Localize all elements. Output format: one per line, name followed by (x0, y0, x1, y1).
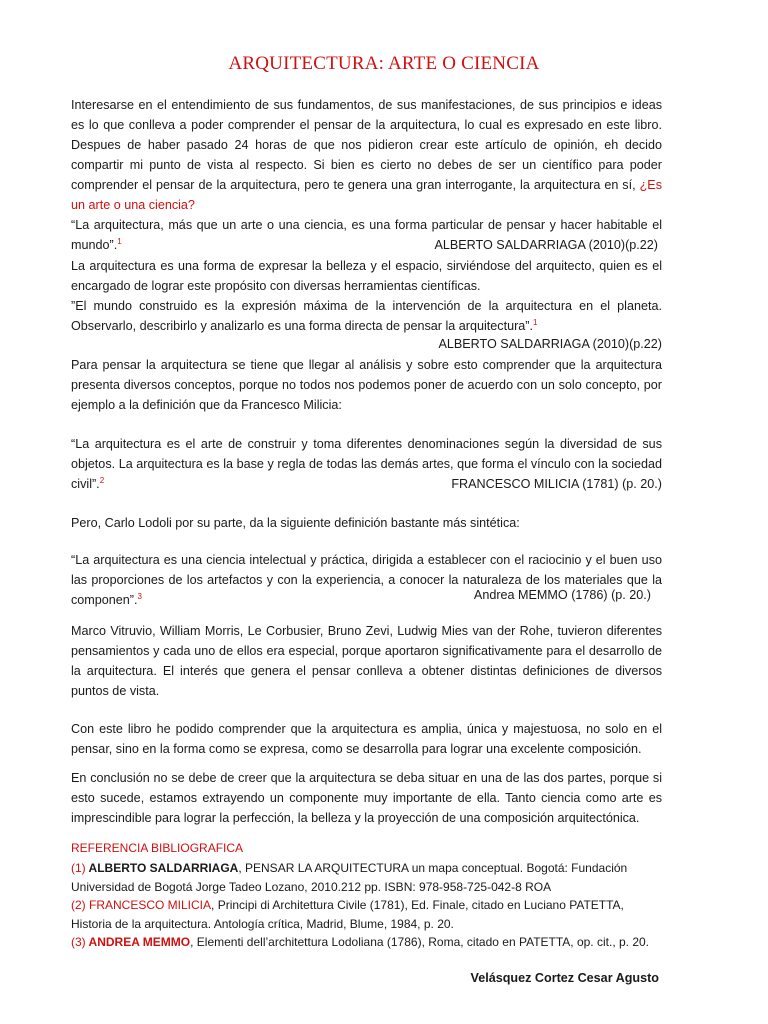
intro-paragraph (71, 95, 662, 215)
quote-1-author-line (71, 235, 658, 255)
author-signature: Velásquez Cortez Cesar Agusto (470, 971, 659, 985)
quote-3-author: FRANCESCO MILICIA (1781) (p. 20.) (451, 477, 662, 491)
quote-4-author-line (71, 585, 651, 605)
paragraph-3 (71, 355, 662, 415)
paragraph-2-text: La arquitectura es una forma de expresar la belleza y el espacio, sirviéndose del arquitecto, quien es el encargado de lograr este propósito con diversas herramientas científicas. (71, 259, 662, 293)
reference-1-number: (1) (71, 861, 86, 875)
paragraph-5 (71, 621, 662, 701)
references-heading: REFERENCIA BIBLIOGRAFICA (71, 841, 244, 855)
quote-4-text: “La arquitectura es una ciencia intelectual y práctica, dirigida a establecer con el raciocinio y el buen uso las proporciones de los artefactos y con la experiencia, a conocer la naturaleza de los materiales que la componen”. (71, 553, 662, 607)
reference-3-number: (3) (71, 935, 86, 949)
quote-2-author-line (71, 334, 662, 354)
paragraph-7 (71, 768, 662, 828)
paragraph-7-text: En conclusión no se debe de creer que la arquitectura se deba situar en una de las dos partes, porque si esto sucede, estamos extrayendo un componente muy importante de ella. Tanto ciencia como arte es imprescindible para lograr la perfección, la belleza y la proyección de una composición arquitectónica. (71, 771, 662, 825)
quote-2-text: ”El mundo construido es la expresión máxima de la intervención de la arquitectura en el planeta. Observarlo, describirlo y analizarlo es una forma directa de pensar la arquitectura”. (71, 299, 662, 333)
quote-1-footnote: 1 (117, 236, 122, 246)
paragraph-2 (71, 256, 662, 296)
paragraph-5-text: Marco Vitruvio, William Morris, Le Corbusier, Bruno Zevi, Ludwig Mies van der Rohe, tuvieron diferentes pensamientos y cada uno de ellos era especial, porque aportaron significativamente para el desarrollo de la arquitectura. El interés que genera el pensar conlleva a obtener distintas definiciones de diversos puntos de vista. (71, 624, 662, 698)
reference-2 (71, 896, 662, 934)
quote-2-footnote: 1 (533, 317, 538, 327)
quote-3-author-line (71, 474, 662, 494)
reference-2-author: FRANCESCO MILICIA (85, 898, 212, 912)
quote-1-author: ALBERTO SALDARRIAGA (2010)(p.22) (434, 238, 658, 252)
paragraph-4-text: Pero, Carlo Lodoli por su parte, da la siguiente definición bastante más sintética: (71, 516, 520, 530)
reference-2-number: (2) (71, 898, 86, 912)
reference-1-author: ALBERTO SALDARRIAGA (85, 861, 239, 875)
paragraph-4 (71, 513, 662, 533)
reference-1-text: , PENSAR LA ARQUITECTURA un mapa conceptual. Bogotá: Fundación Universidad de Bogotá Jorge Tadeo Lozano, 2010.212 pp. ISBN: 978-958-725-042-8 ROA (71, 861, 628, 894)
quote-4-footnote: 3 (137, 591, 142, 601)
reference-2-text: , Principi di Architettura Civile (1781), Ed. Finale, citado en Luciano PATETTA, Historia de la arquitectura. Antología crítica, Madrid, Blume, 1984, p. 20. (71, 898, 624, 931)
intro-text: Interesarse en el entendimiento de sus fundamentos, de sus manifestaciones, de sus principios e ideas es lo que conlleva a poder comprender el pensar de la arquitectura, lo cual es expresado en este libro. Despues de haber pasado 24 horas de que nos pidieron crear este artículo de opinión, eh decido compartir mi punto de vista al respecto. Si bien es cierto no debes de ser un científico para poder comprender el pensar de la arquitectura, pero te genera una gran interrogante, la arquitectura en sí, (71, 98, 662, 192)
paragraph-3-text: Para pensar la arquitectura se tiene que llegar al análisis y sobre esto comprender que la arquitectura presenta diversos conceptos, porque no todos nos podemos poner de acuerdo con un solo concepto, por ejemplo a la definición que da Francesco Milicia: (71, 358, 662, 412)
quote-2-author: ALBERTO SALDARRIAGA (2010)(p.22) (438, 337, 662, 351)
quote-3-footnote: 2 (99, 475, 105, 485)
reference-3 (71, 933, 662, 952)
quote-3-text: “La arquitectura es el arte de construir y toma diferentes denominaciones según la diversidad de sus objetos. La arquitectura es la base y regla de todas las demás artes, que forma el vínculo con la sociedad civil”. (71, 437, 662, 491)
paragraph-6-text: Con este libro he podido comprender que la arquitectura es amplia, única y majestuosa, no solo en el pensar, sino en la forma como se expresa, como se desarrolla para lograr una excelente composición. (71, 722, 662, 756)
quote-1-text: “La arquitectura, más que un arte o una ciencia, es una forma particular de pensar y hacer habitable el mundo”. (71, 218, 662, 252)
paragraph-6 (71, 719, 662, 759)
reference-3-text: , Elementi dell’architettura Lodoliana (1786), Roma, citado en PATETTA, op. cit., p. 20. (190, 935, 650, 949)
reference-3-author: ANDREA MEMMO (85, 935, 191, 949)
intro-question: ¿Es un arte o una ciencia? (71, 178, 662, 212)
page-title: ARQUITECTURA: ARTE O CIENCIA (228, 53, 540, 74)
quote-4-author: Andrea MEMMO (1786) (p. 20.) (473, 588, 651, 602)
reference-1 (71, 859, 662, 897)
quote-2 (71, 296, 662, 336)
